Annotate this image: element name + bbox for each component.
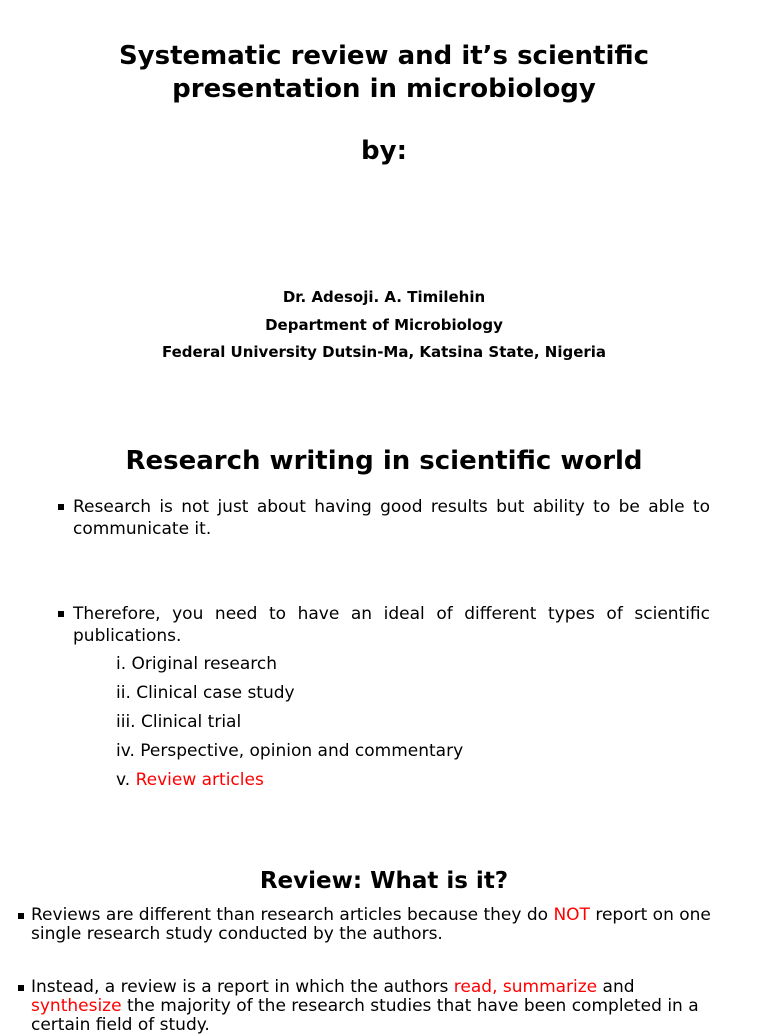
- list-item: iv. Perspective, opinion and commentary: [116, 741, 464, 761]
- highlighted-text: NOT: [553, 905, 590, 925]
- research-writing-slide: [0, 420, 768, 840]
- list-item: ii. Clinical case study: [116, 683, 295, 703]
- title-slide: [0, 0, 768, 420]
- list-item: [116, 766, 463, 795]
- text-segment: Reviews are different than research articles because they do: [31, 905, 554, 925]
- bullet-text: [31, 978, 730, 1035]
- title-line-2: presentation in microbiology: [172, 74, 596, 104]
- highlighted-text: read, summarize: [453, 977, 598, 997]
- author-department: Department of Microbiology: [265, 315, 503, 334]
- highlighted-text: synthesize: [31, 996, 122, 1016]
- publication-types-list: [116, 650, 463, 795]
- square-bullet-icon: [18, 985, 24, 991]
- bullet-item: [58, 496, 710, 540]
- text-segment: and: [597, 977, 635, 997]
- square-bullet-icon: [18, 913, 24, 919]
- list-prefix: v.: [116, 770, 131, 790]
- square-bullet-icon: [58, 504, 64, 510]
- slide-title: Review: What is it?: [259, 868, 509, 894]
- bullet-text: Research is not just about having good results but ability to be able to communicate it.: [73, 497, 710, 539]
- presentation-title: [0, 40, 768, 106]
- list-item: iii. Clinical trial: [116, 712, 242, 732]
- author-institution: Federal University Dutsin-Ma, Katsina State, Nigeria: [161, 343, 607, 361]
- bullet-text: Therefore, you need to have an ideal of different types of scientific publications.: [73, 604, 710, 646]
- by-label: by:: [361, 136, 407, 166]
- bullet-item: [58, 603, 710, 647]
- review-definition-slide: [0, 840, 768, 1035]
- slide-title: Research writing in scientific world: [125, 446, 643, 476]
- text-segment: the majority of the research studies that have been completed in a certain field of study.: [31, 996, 699, 1035]
- bullet-text: [31, 906, 730, 944]
- text-segment: Instead, a review is a report in which the authors: [31, 977, 454, 997]
- text-segment: report on one single research study conducted by the authors.: [31, 905, 711, 944]
- list-item: i. Original research: [116, 654, 278, 674]
- square-bullet-icon: [58, 611, 64, 617]
- author-block: [0, 284, 768, 367]
- highlighted-list-text: Review articles: [135, 770, 264, 790]
- bullet-item: [18, 906, 730, 944]
- title-line-1: Systematic review and it’s scientific: [118, 41, 650, 71]
- author-name: Dr. Adesoji. A. Timilehin: [282, 288, 486, 306]
- bullet-item: [18, 978, 730, 1035]
